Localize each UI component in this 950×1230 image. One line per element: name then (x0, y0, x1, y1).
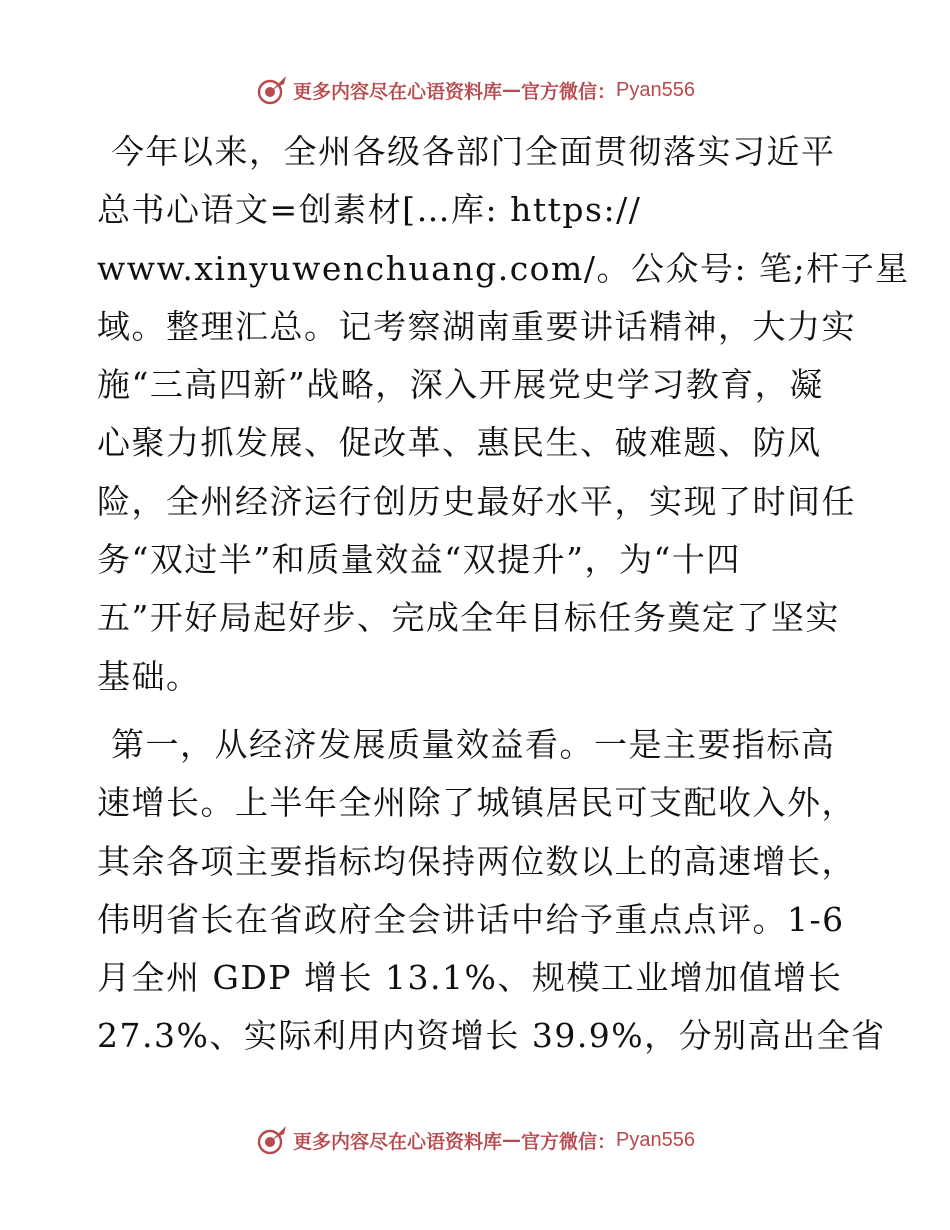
quill-seal-icon (255, 73, 289, 107)
text-line: 总书心语文=创素材[…库: https:// (97, 190, 642, 230)
watermark-official: 官方微信： (521, 1130, 617, 1153)
document-body (97, 123, 910, 1066)
footer-watermark (0, 1118, 950, 1162)
text-line: 务“双过半”和质量效益“双提升”，为“十四 (97, 540, 741, 580)
header-watermark (0, 68, 950, 112)
text-line: 施“三高四新”战略，深入开展党史学习教育，凝 (97, 365, 824, 405)
watermark-wechat-id: Pyan556 (616, 1128, 695, 1151)
paragraph-2 (97, 716, 886, 1066)
text-line: 27.3%、实际利用内资增长 39.9%，分别高出全省 (97, 1016, 886, 1056)
text-line: 险，全州经济运行创历史最好水平，实现了时间任 (97, 481, 856, 521)
watermark-wechat-id: Pyan556 (616, 78, 695, 101)
paragraph-1 (97, 123, 910, 706)
watermark-dash: — (502, 1129, 522, 1151)
text-line: www.xinyuwenchuang.com/。公众号: 笔;杆子星 (97, 248, 910, 288)
watermark-brand: 更多内容尽在心语资料库 (293, 1130, 503, 1153)
text-line: 五”开好局起好步、完成全年目标任务奠定了坚实 (97, 598, 840, 638)
text-line: 速增长。上半年全州除了城镇居民可支配收入外， (97, 783, 856, 823)
text-line: 月全州 GDP 增长 13.1%、规模工业增加值增长 (97, 958, 843, 998)
text-line: 域。整理汇总。记考察湖南重要讲话精神，大力实 (97, 306, 856, 346)
text-line: 第一，从经济发展质量效益看。一是主要指标高 (111, 724, 836, 764)
watermark-brand: 更多内容尽在心语资料库 (293, 80, 503, 103)
quill-seal-icon (255, 1123, 289, 1157)
watermark-official: 官方微信： (521, 80, 617, 103)
text-line: 其余各项主要指标均保持两位数以上的高速增长， (97, 841, 856, 881)
text-line: 基础。 (97, 656, 201, 696)
text-line: 今年以来，全州各级各部门全面贯彻落实习近平 (111, 132, 836, 171)
text-line: 伟明省长在省政府全会讲话中给予重点点评。1-6 (97, 899, 845, 939)
watermark-dash: — (502, 79, 522, 101)
text-line: 心聚力抓发展、促改革、惠民生、破难题、防风 (97, 423, 822, 463)
